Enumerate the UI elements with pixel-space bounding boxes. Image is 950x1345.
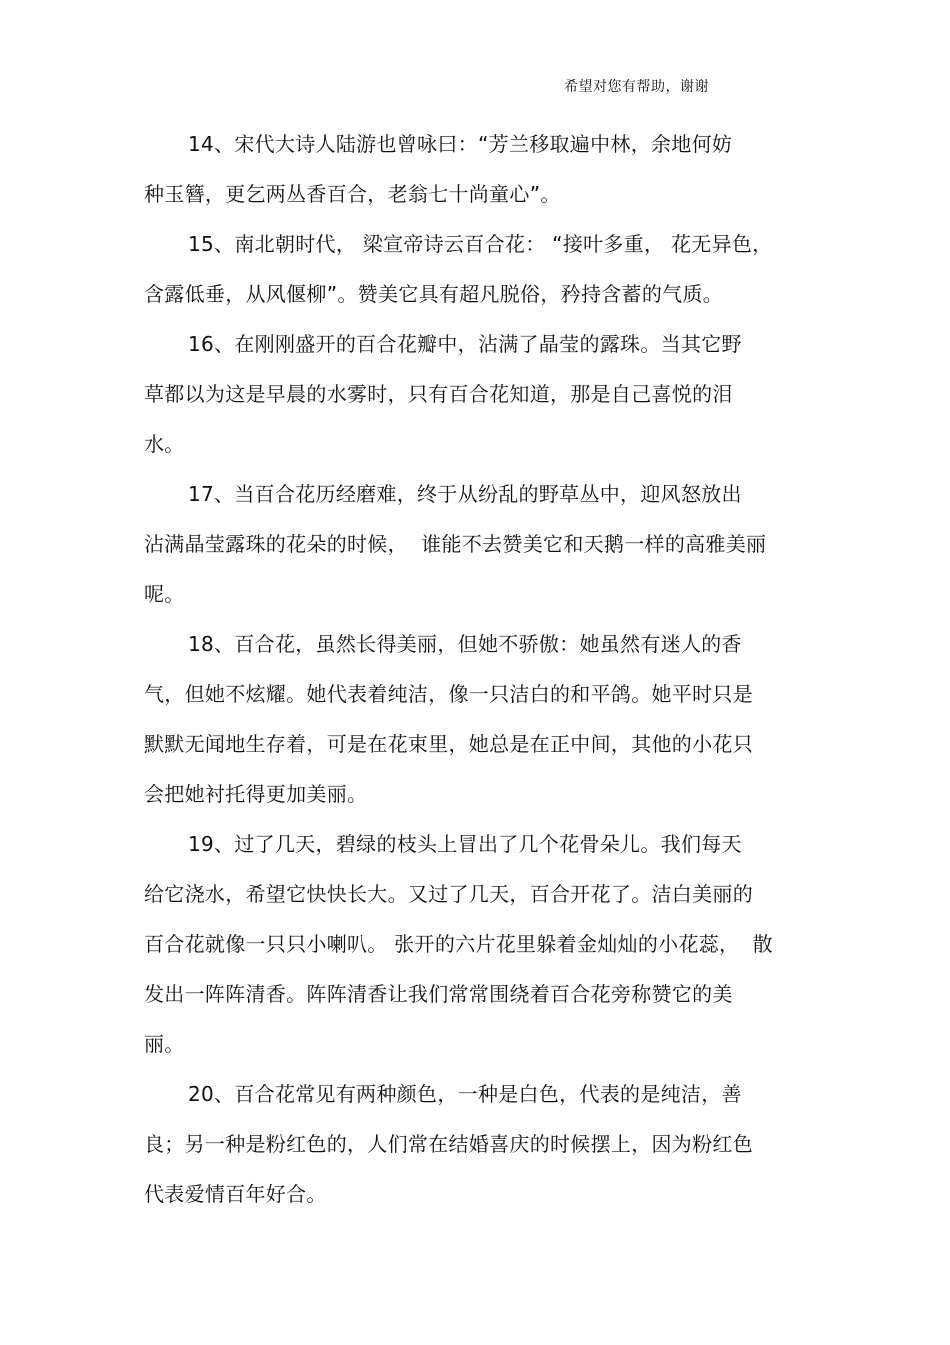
text-line: 17、当百合花历经磨难，终于从纷乱的野草丛中，迎风怒放出 <box>188 482 742 506</box>
text-line: 会把她衬托得更加美丽。 <box>144 782 368 806</box>
text-line: 气，但她不炫耀。她代表着纯洁，像一只洁白的和平鸽。她平时只是 <box>144 682 753 706</box>
text-line: 给它浇水，希望它快快长大。又过了几天，百合开花了。洁白美丽的 <box>144 882 753 906</box>
text-line: 丽。 <box>144 1032 185 1056</box>
text-line: 水。 <box>144 432 185 456</box>
text-line: 14、宋代大诗人陆游也曾咏曰：“芳兰移取遍中林，余地何妨 <box>188 132 733 156</box>
text-line: 沾满晶莹露珠的花朵的时候， 谁能不去赞美它和天鹅一样的高雅美丽 <box>144 532 767 556</box>
text-line: 含露低垂，从风偃柳”。赞美它具有超凡脱俗，矜持含蓄的气质。 <box>144 282 724 306</box>
text-line: 百合花就像一只只小喇叭。 张开的六片花里躲着金灿灿的小花蕊， 散 <box>144 932 773 956</box>
text-line: 种玉簪，更乞两丛香百合，老翁七十尚童心”。 <box>144 182 561 206</box>
text-line: 良；另一种是粉红色的，人们常在结婚喜庆的时候摆上，因为粉红色 <box>144 1132 753 1156</box>
text-line: 草都以为这是早晨的水雾时，只有百合花知道，那是自己喜悦的泪 <box>144 382 733 406</box>
text-line: 15、南北朝时代， 梁宣帝诗云百合花： “接叶多重， 花无异色， <box>188 232 773 256</box>
text-line: 发出一阵阵清香。阵阵清香让我们常常围绕着百合花旁称赞它的美 <box>144 982 733 1006</box>
header-note: 希望对您有帮助，谢谢 <box>564 79 709 95</box>
text-line: 呢。 <box>144 582 185 606</box>
text-line: 16、在刚刚盛开的百合花瓣中，沾满了晶莹的露珠。当其它野 <box>188 332 742 356</box>
text-line: 20、百合花常见有两种颜色，一种是白色，代表的是纯洁，善 <box>188 1082 742 1106</box>
text-line: 18、百合花，虽然长得美丽，但她不骄傲：她虽然有迷人的香 <box>188 632 742 656</box>
text-line: 代表爱情百年好合。 <box>144 1182 327 1206</box>
text-line: 默默无闻地生存着，可是在花束里，她总是在正中间，其他的小花只 <box>144 732 753 756</box>
text-line: 19、过了几天，碧绿的枝头上冒出了几个花骨朵儿。我们每天 <box>188 832 742 856</box>
